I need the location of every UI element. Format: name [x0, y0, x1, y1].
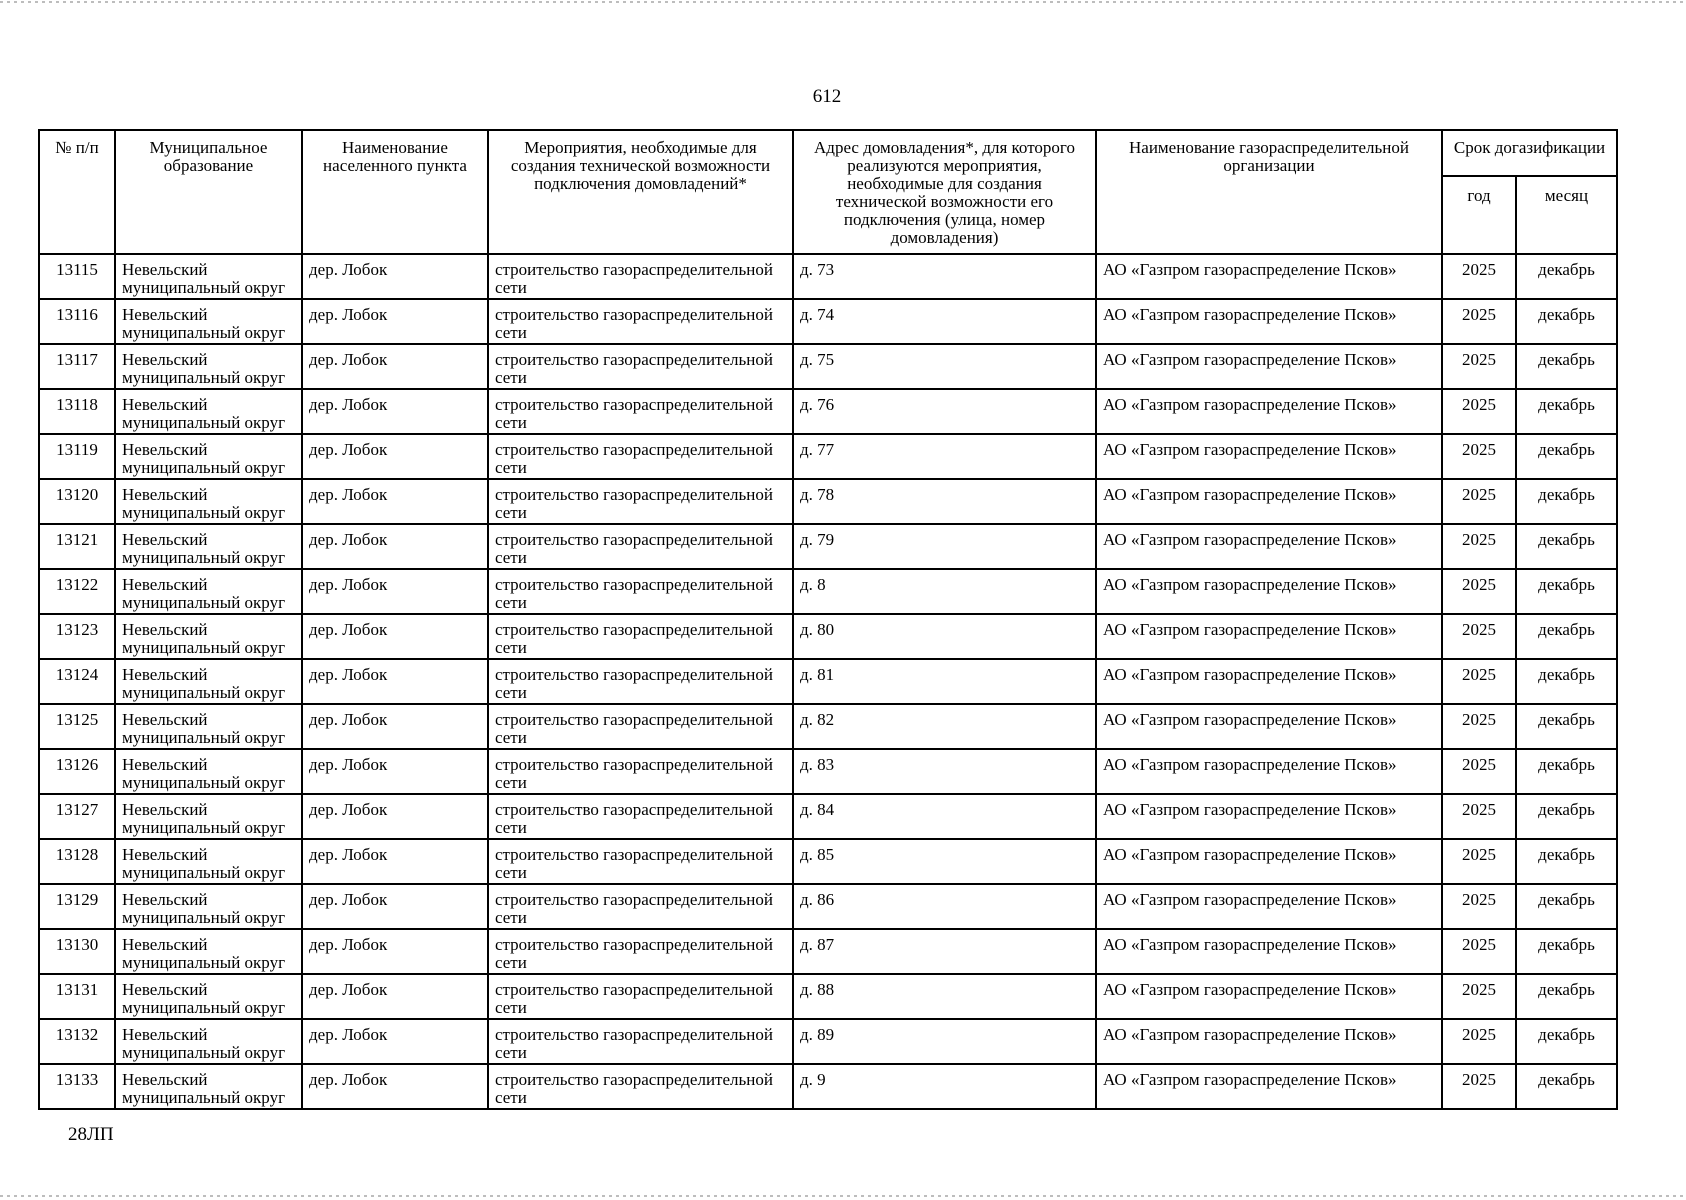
row-num: 13115 [39, 254, 115, 299]
row-locality: дер. Лобок [302, 704, 488, 749]
row-year: 2025 [1442, 704, 1516, 749]
table-row [39, 1064, 1617, 1109]
row-gas-org: АО «Газпром газораспределение Псков» [1096, 344, 1442, 389]
row-measure: строительство газораспределительной сети [488, 1019, 793, 1064]
row-measure: строительство газораспределительной сети [488, 839, 793, 884]
row-address: д. 85 [793, 839, 1096, 884]
row-year: 2025 [1442, 389, 1516, 434]
row-address: д. 80 [793, 614, 1096, 659]
row-address: д. 75 [793, 344, 1096, 389]
row-num: 13125 [39, 704, 115, 749]
row-num: 13126 [39, 749, 115, 794]
row-num: 13128 [39, 839, 115, 884]
row-year: 2025 [1442, 794, 1516, 839]
table-row [39, 974, 1617, 1019]
row-municipality: Невельский муниципальный округ [115, 434, 302, 479]
row-measure: строительство газораспределительной сети [488, 479, 793, 524]
row-locality: дер. Лобок [302, 434, 488, 479]
row-address: д. 81 [793, 659, 1096, 704]
row-num: 13127 [39, 794, 115, 839]
row-month: декабрь [1516, 794, 1617, 839]
row-address: д. 76 [793, 389, 1096, 434]
table-row [39, 614, 1617, 659]
row-gas-org: АО «Газпром газораспределение Псков» [1096, 434, 1442, 479]
row-locality: дер. Лобок [302, 569, 488, 614]
row-num: 13132 [39, 1019, 115, 1064]
row-gas-org: АО «Газпром газораспределение Псков» [1096, 1064, 1442, 1109]
row-address: д. 77 [793, 434, 1096, 479]
table-row [39, 344, 1617, 389]
row-month: декабрь [1516, 974, 1617, 1019]
row-num: 13119 [39, 434, 115, 479]
row-municipality: Невельский муниципальный округ [115, 659, 302, 704]
row-measure: строительство газораспределительной сети [488, 614, 793, 659]
row-month: декабрь [1516, 389, 1617, 434]
row-address: д. 84 [793, 794, 1096, 839]
row-municipality: Невельский муниципальный округ [115, 974, 302, 1019]
table-row [39, 299, 1617, 344]
row-gas-org: АО «Газпром газораспределение Псков» [1096, 839, 1442, 884]
row-locality: дер. Лобок [302, 299, 488, 344]
row-gas-org: АО «Газпром газораспределение Псков» [1096, 974, 1442, 1019]
row-address: д. 79 [793, 524, 1096, 569]
row-measure: строительство газораспределительной сети [488, 299, 793, 344]
row-month: декабрь [1516, 569, 1617, 614]
row-locality: дер. Лобок [302, 659, 488, 704]
row-measure: строительство газораспределительной сети [488, 929, 793, 974]
row-locality: дер. Лобок [302, 839, 488, 884]
row-measure: строительство газораспределительной сети [488, 344, 793, 389]
row-measure: строительство газораспределительной сети [488, 524, 793, 569]
header-municipality: Муниципальное образование [115, 130, 302, 254]
row-num: 13133 [39, 1064, 115, 1109]
row-locality: дер. Лобок [302, 344, 488, 389]
row-municipality: Невельский муниципальный округ [115, 749, 302, 794]
row-measure: строительство газораспределительной сети [488, 704, 793, 749]
header-gas-org: Наименование газораспределительной организации [1096, 130, 1442, 254]
row-num: 13118 [39, 389, 115, 434]
row-year: 2025 [1442, 839, 1516, 884]
row-municipality: Невельский муниципальный округ [115, 344, 302, 389]
table-row [39, 1019, 1617, 1064]
row-year: 2025 [1442, 434, 1516, 479]
row-month: декабрь [1516, 749, 1617, 794]
row-address: д. 87 [793, 929, 1096, 974]
row-locality: дер. Лобок [302, 1019, 488, 1064]
scan-edge-top [0, 1, 1686, 3]
row-year: 2025 [1442, 524, 1516, 569]
row-year: 2025 [1442, 299, 1516, 344]
row-measure: строительство газораспределительной сети [488, 794, 793, 839]
header-measures: Мероприятия, необходимые для создания технической возможности подключения домовладений* [488, 130, 793, 254]
row-measure: строительство газораспределительной сети [488, 749, 793, 794]
row-gas-org: АО «Газпром газораспределение Псков» [1096, 299, 1442, 344]
row-locality: дер. Лобок [302, 749, 488, 794]
row-year: 2025 [1442, 569, 1516, 614]
row-measure: строительство газораспределительной сети [488, 884, 793, 929]
row-gas-org: АО «Газпром газораспределение Псков» [1096, 659, 1442, 704]
row-month: декабрь [1516, 839, 1617, 884]
row-num: 13121 [39, 524, 115, 569]
row-num: 13129 [39, 884, 115, 929]
row-municipality: Невельский муниципальный округ [115, 704, 302, 749]
row-address: д. 83 [793, 749, 1096, 794]
row-locality: дер. Лобок [302, 479, 488, 524]
table-row [39, 704, 1617, 749]
row-month: декабрь [1516, 344, 1617, 389]
row-month: декабрь [1516, 434, 1617, 479]
row-municipality: Невельский муниципальный округ [115, 1019, 302, 1064]
row-gas-org: АО «Газпром газораспределение Псков» [1096, 704, 1442, 749]
row-address: д. 88 [793, 974, 1096, 1019]
header-month: месяц [1516, 176, 1617, 254]
row-num: 13124 [39, 659, 115, 704]
row-gas-org: АО «Газпром газораспределение Псков» [1096, 569, 1442, 614]
footer-code: 28ЛП [68, 1124, 114, 1145]
row-municipality: Невельский муниципальный округ [115, 884, 302, 929]
row-locality: дер. Лобок [302, 1064, 488, 1109]
row-locality: дер. Лобок [302, 524, 488, 569]
row-municipality: Невельский муниципальный округ [115, 479, 302, 524]
row-measure: строительство газораспределительной сети [488, 1064, 793, 1109]
row-locality: дер. Лобок [302, 614, 488, 659]
row-address: д. 82 [793, 704, 1096, 749]
row-month: декабрь [1516, 254, 1617, 299]
row-municipality: Невельский муниципальный округ [115, 839, 302, 884]
table-row [39, 524, 1617, 569]
row-gas-org: АО «Газпром газораспределение Псков» [1096, 1019, 1442, 1064]
header-year: год [1442, 176, 1516, 254]
row-locality: дер. Лобок [302, 389, 488, 434]
table-row [39, 794, 1617, 839]
row-measure: строительство газораспределительной сети [488, 389, 793, 434]
row-month: декабрь [1516, 704, 1617, 749]
row-month: декабрь [1516, 884, 1617, 929]
row-gas-org: АО «Газпром газораспределение Псков» [1096, 929, 1442, 974]
row-month: декабрь [1516, 1019, 1617, 1064]
scan-edge-bottom [0, 1195, 1686, 1197]
row-gas-org: АО «Газпром газораспределение Псков» [1096, 389, 1442, 434]
row-locality: дер. Лобок [302, 929, 488, 974]
row-month: декабрь [1516, 614, 1617, 659]
row-month: декабрь [1516, 659, 1617, 704]
row-year: 2025 [1442, 1019, 1516, 1064]
row-locality: дер. Лобок [302, 254, 488, 299]
row-locality: дер. Лобок [302, 884, 488, 929]
row-gas-org: АО «Газпром газораспределение Псков» [1096, 884, 1442, 929]
row-year: 2025 [1442, 479, 1516, 524]
row-municipality: Невельский муниципальный округ [115, 614, 302, 659]
row-gas-org: АО «Газпром газораспределение Псков» [1096, 479, 1442, 524]
row-municipality: Невельский муниципальный округ [115, 524, 302, 569]
row-gas-org: АО «Газпром газораспределение Псков» [1096, 794, 1442, 839]
row-month: декабрь [1516, 1064, 1617, 1109]
row-month: декабрь [1516, 929, 1617, 974]
row-address: д. 89 [793, 1019, 1096, 1064]
row-month: декабрь [1516, 524, 1617, 569]
table-body [39, 254, 1617, 1109]
row-measure: строительство газораспределительной сети [488, 434, 793, 479]
row-year: 2025 [1442, 659, 1516, 704]
row-municipality: Невельский муниципальный округ [115, 389, 302, 434]
row-municipality: Невельский муниципальный округ [115, 254, 302, 299]
row-year: 2025 [1442, 884, 1516, 929]
row-address: д. 9 [793, 1064, 1096, 1109]
table-row [39, 884, 1617, 929]
row-year: 2025 [1442, 614, 1516, 659]
table-row [39, 659, 1617, 704]
table-row [39, 254, 1617, 299]
row-year: 2025 [1442, 929, 1516, 974]
row-measure: строительство газораспределительной сети [488, 659, 793, 704]
row-address: д. 74 [793, 299, 1096, 344]
table-row [39, 389, 1617, 434]
row-address: д. 73 [793, 254, 1096, 299]
table-row [39, 929, 1617, 974]
row-gas-org: АО «Газпром газораспределение Псков» [1096, 614, 1442, 659]
table-row [39, 749, 1617, 794]
row-address: д. 8 [793, 569, 1096, 614]
row-municipality: Невельский муниципальный округ [115, 569, 302, 614]
row-measure: строительство газораспределительной сети [488, 569, 793, 614]
row-address: д. 78 [793, 479, 1096, 524]
header-locality: Наименование населенного пункта [302, 130, 488, 254]
header-num: № п/п [39, 130, 115, 254]
header-deadline: Срок догазификации [1442, 130, 1617, 176]
row-num: 13122 [39, 569, 115, 614]
row-gas-org: АО «Газпром газораспределение Псков» [1096, 524, 1442, 569]
row-measure: строительство газораспределительной сети [488, 974, 793, 1019]
row-address: д. 86 [793, 884, 1096, 929]
row-municipality: Невельский муниципальный округ [115, 929, 302, 974]
row-municipality: Невельский муниципальный округ [115, 299, 302, 344]
row-year: 2025 [1442, 1064, 1516, 1109]
row-num: 13116 [39, 299, 115, 344]
table-row [39, 569, 1617, 614]
row-municipality: Невельский муниципальный округ [115, 794, 302, 839]
row-month: декабрь [1516, 479, 1617, 524]
row-num: 13130 [39, 929, 115, 974]
row-locality: дер. Лобок [302, 974, 488, 1019]
page-number: 612 [812, 86, 842, 107]
row-year: 2025 [1442, 974, 1516, 1019]
gasification-table [38, 129, 1618, 1110]
row-month: декабрь [1516, 299, 1617, 344]
row-gas-org: АО «Газпром газораспределение Псков» [1096, 254, 1442, 299]
table-row [39, 434, 1617, 479]
header-address: Адрес домовладения*, для которого реализуются мероприятия, необходимые для создания технической возможности его подключения (улица, номер домовладения) [793, 130, 1096, 254]
row-num: 13120 [39, 479, 115, 524]
row-year: 2025 [1442, 254, 1516, 299]
row-num: 13123 [39, 614, 115, 659]
row-num: 13131 [39, 974, 115, 1019]
row-measure: строительство газораспределительной сети [488, 254, 793, 299]
row-locality: дер. Лобок [302, 794, 488, 839]
row-year: 2025 [1442, 749, 1516, 794]
table-row [39, 479, 1617, 524]
row-municipality: Невельский муниципальный округ [115, 1064, 302, 1109]
row-gas-org: АО «Газпром газораспределение Псков» [1096, 749, 1442, 794]
table-row [39, 839, 1617, 884]
row-year: 2025 [1442, 344, 1516, 389]
row-num: 13117 [39, 344, 115, 389]
